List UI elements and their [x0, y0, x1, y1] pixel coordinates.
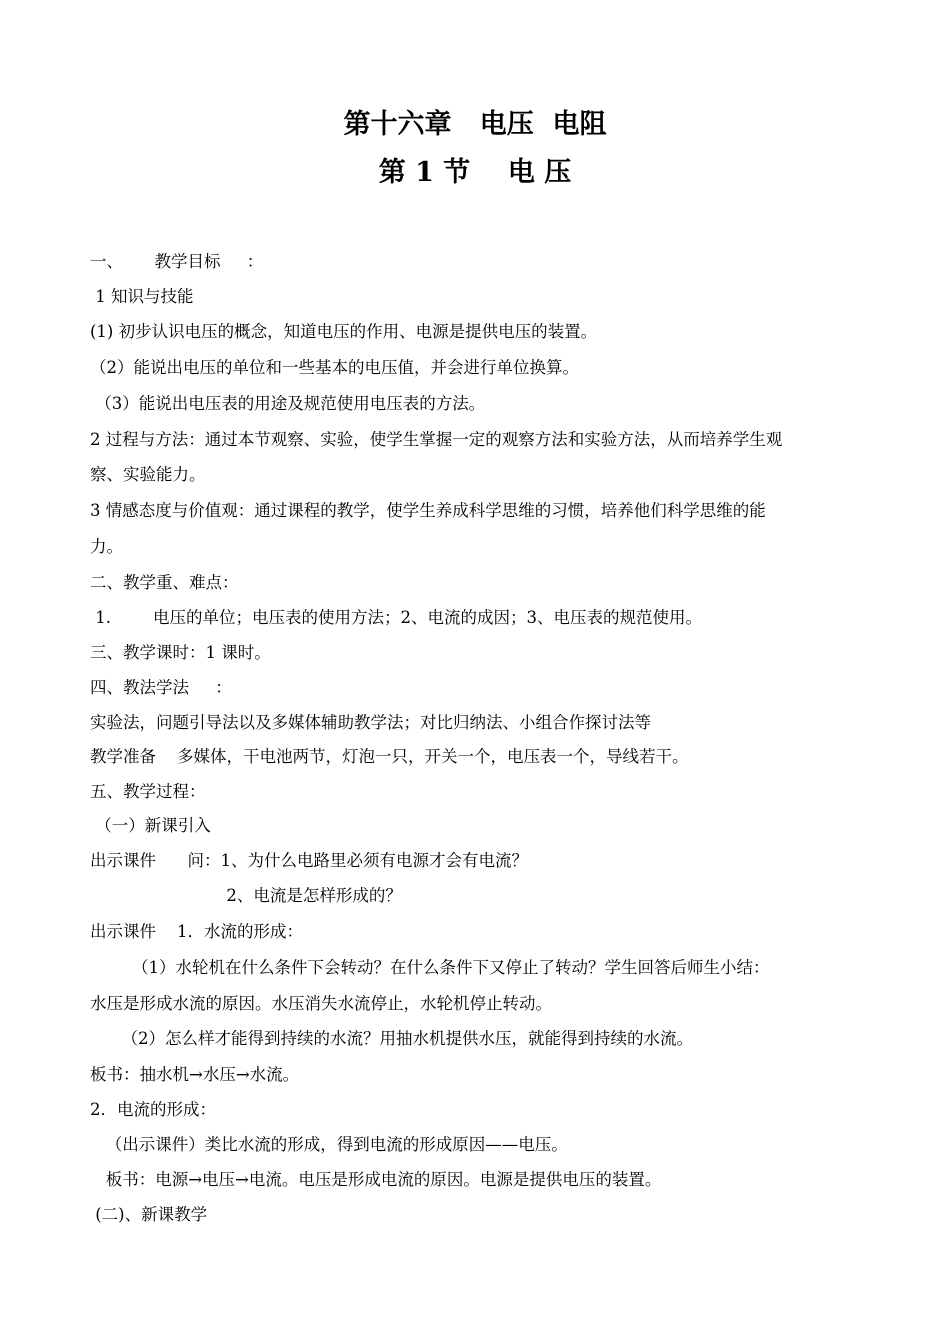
text-line: 五、教学过程： — [90, 782, 206, 801]
text-line: 1 知识与技能 — [90, 287, 194, 306]
text-line: 3 情感态度与价值观：通过课程的教学，使学生养成科学思维的习惯，培养他们科学思维的能 — [90, 501, 766, 520]
text-line: （3）能说出电压表的用途及规范使用电压表的方法。 — [90, 394, 486, 413]
text-line: 四、教法学法 ： — [90, 678, 232, 697]
text-line: 二、教学重、难点： — [90, 573, 239, 592]
text-line: 板书：抽水机→水压→水流。 — [90, 1065, 300, 1084]
section-title: 第 1 节 电 压 — [378, 157, 572, 188]
text-line: 实验法，问题引导法以及多媒体辅助教学法；对比归纳法、小组合作探讨法等 — [90, 713, 651, 732]
text-line: 力。 — [90, 537, 123, 556]
text-line: （2）能说出电压的单位和一些基本的电压值，并会进行单位换算。 — [90, 358, 579, 377]
text-line: （2）怎么样才能得到持续的水流？用抽水机提供水压，就能得到持续的水流。 — [90, 1029, 693, 1048]
text-line: 2、电流是怎样形成的？ — [90, 886, 402, 905]
text-line: （出示课件）类比水流的形成，得到电流的形成原因——电压。 — [90, 1135, 568, 1154]
text-line: 1. 电压的单位；电压表的使用方法；2、电流的成因；3、电压表的规范使用。 — [90, 608, 702, 627]
text-line: 板书：电源→电压→电流。电压是形成电流的原因。电源是提供电压的装置。 — [90, 1170, 662, 1189]
text-line: 出示课件 1．水流的形成： — [90, 922, 303, 941]
text-line: 三、教学课时：1 课时。 — [90, 643, 271, 662]
chapter-title: 第十六章 电压 电阻 — [343, 109, 607, 140]
text-line: 2 过程与方法：通过本节观察、实验，使学生掌握一定的观察方法和实验方法，从而培养学生观 — [90, 430, 783, 449]
text-line: 2．电流的形成： — [90, 1100, 216, 1119]
text-line: （一）新课引入 — [90, 816, 211, 835]
text-line: 一、 教学目标 ： — [90, 252, 264, 271]
text-line: 出示课件 问：1、为什么电路里必须有电源才会有电流？ — [90, 851, 528, 870]
text-line: (1) 初步认识电压的概念，知道电压的作用、电源是提供电压的装置。 — [90, 322, 598, 341]
text-line: (二)、新课教学 — [90, 1205, 208, 1224]
text-line: 察、实验能力。 — [90, 465, 206, 484]
text-line: （1）水轮机在什么条件下会转动？在什么条件下又停止了转动？学生回答后师生小结： — [90, 958, 770, 977]
text-line: 水压是形成水流的原因。水压消失水流停止，水轮机停止转动。 — [90, 994, 552, 1013]
text-line: 教学准备 多媒体，干电池两节，灯泡一只，开关一个，电压表一个，导线若干。 — [90, 747, 689, 766]
